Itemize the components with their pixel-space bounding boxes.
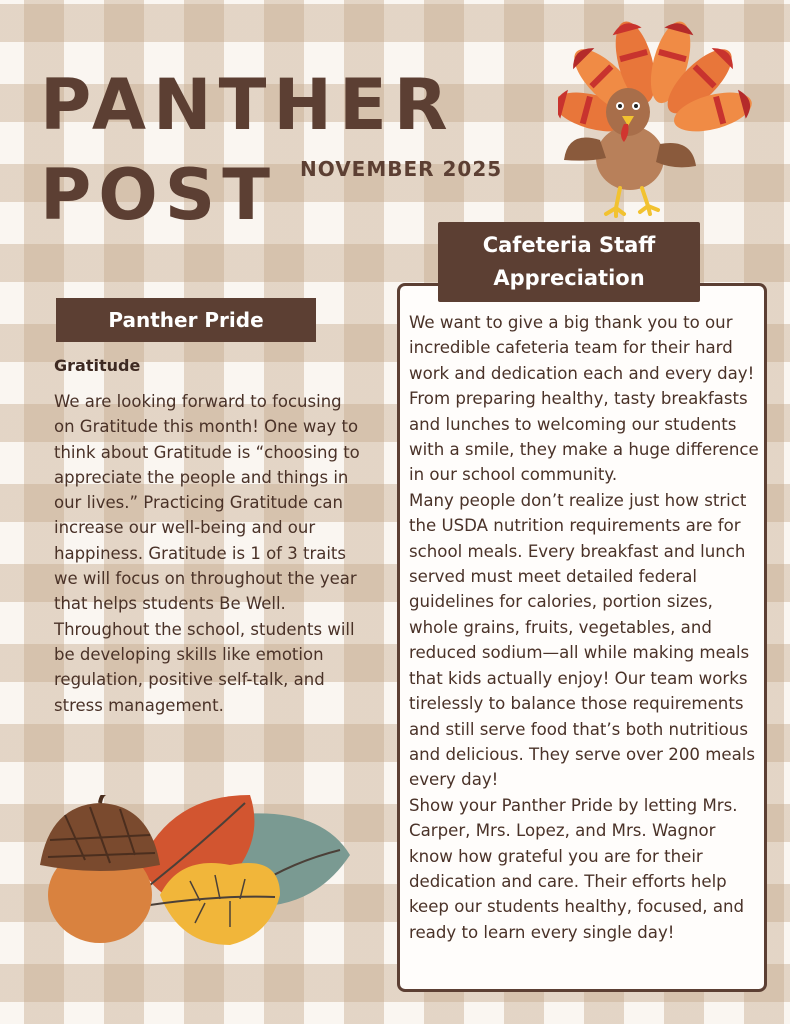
cafeteria-header-line-1: Cafeteria Staff	[482, 233, 656, 257]
title-line-1: PANTHER	[40, 64, 455, 146]
cafeteria-article-body	[409, 310, 761, 945]
gratitude-body: We are looking forward to focusing on Gratitude this month! One way to think about Gratitude is “choosing to appreciate the people and things in our lives.” Practicing Gratitude can increase our well-being and our happiness. Gratitude is 1 of 3 traits we will focus on throughout the year that helps students Be Well. Throughout the school, students will be developing skills like emotion regulation, positive self-talk, and stress management.	[54, 392, 360, 715]
panther-pride-header: Panther Pride	[56, 298, 316, 342]
turkey-icon	[558, 20, 758, 220]
cafeteria-header-line-2: Appreciation	[493, 266, 645, 290]
cafeteria-paragraph-1: We want to give a big thank you to our incredible cafeteria team for their hard work and dedication each and every day! From preparing healthy, tasty breakfasts and lunches to welcoming our students with a smile, they make a huge difference in our school community.	[409, 313, 759, 485]
issue-date: NOVEMBER 2025	[300, 157, 503, 181]
cafeteria-paragraph-3: Show your Panther Pride by letting Mrs. Carper, Mrs. Lopez, and Mrs. Wagnor know how grateful you are for their dedication and care. Their efforts help keep our students healthy, focused, and ready to learn every single day!	[409, 795, 745, 942]
leaves-icon	[30, 795, 350, 955]
title-line-2: POST	[40, 154, 277, 236]
gratitude-subheading: Gratitude	[54, 356, 141, 375]
cafeteria-paragraph-2: Many people don’t realize just how strict the USDA nutrition requirements are for school meals. Every breakfast and lunch served must meet detailed federal guidelines for calories, portion sizes, whole grains, fruits, vegetables, and reduced sodium—all while making meals that kids actually enjoy! Our team works tirelessly to balance those requirements and still serve food that’s both nutritious and delicious. They serve over 200 meals every day!	[409, 490, 756, 790]
cafeteria-staff-header	[438, 222, 700, 302]
newsletter-title	[40, 60, 455, 240]
